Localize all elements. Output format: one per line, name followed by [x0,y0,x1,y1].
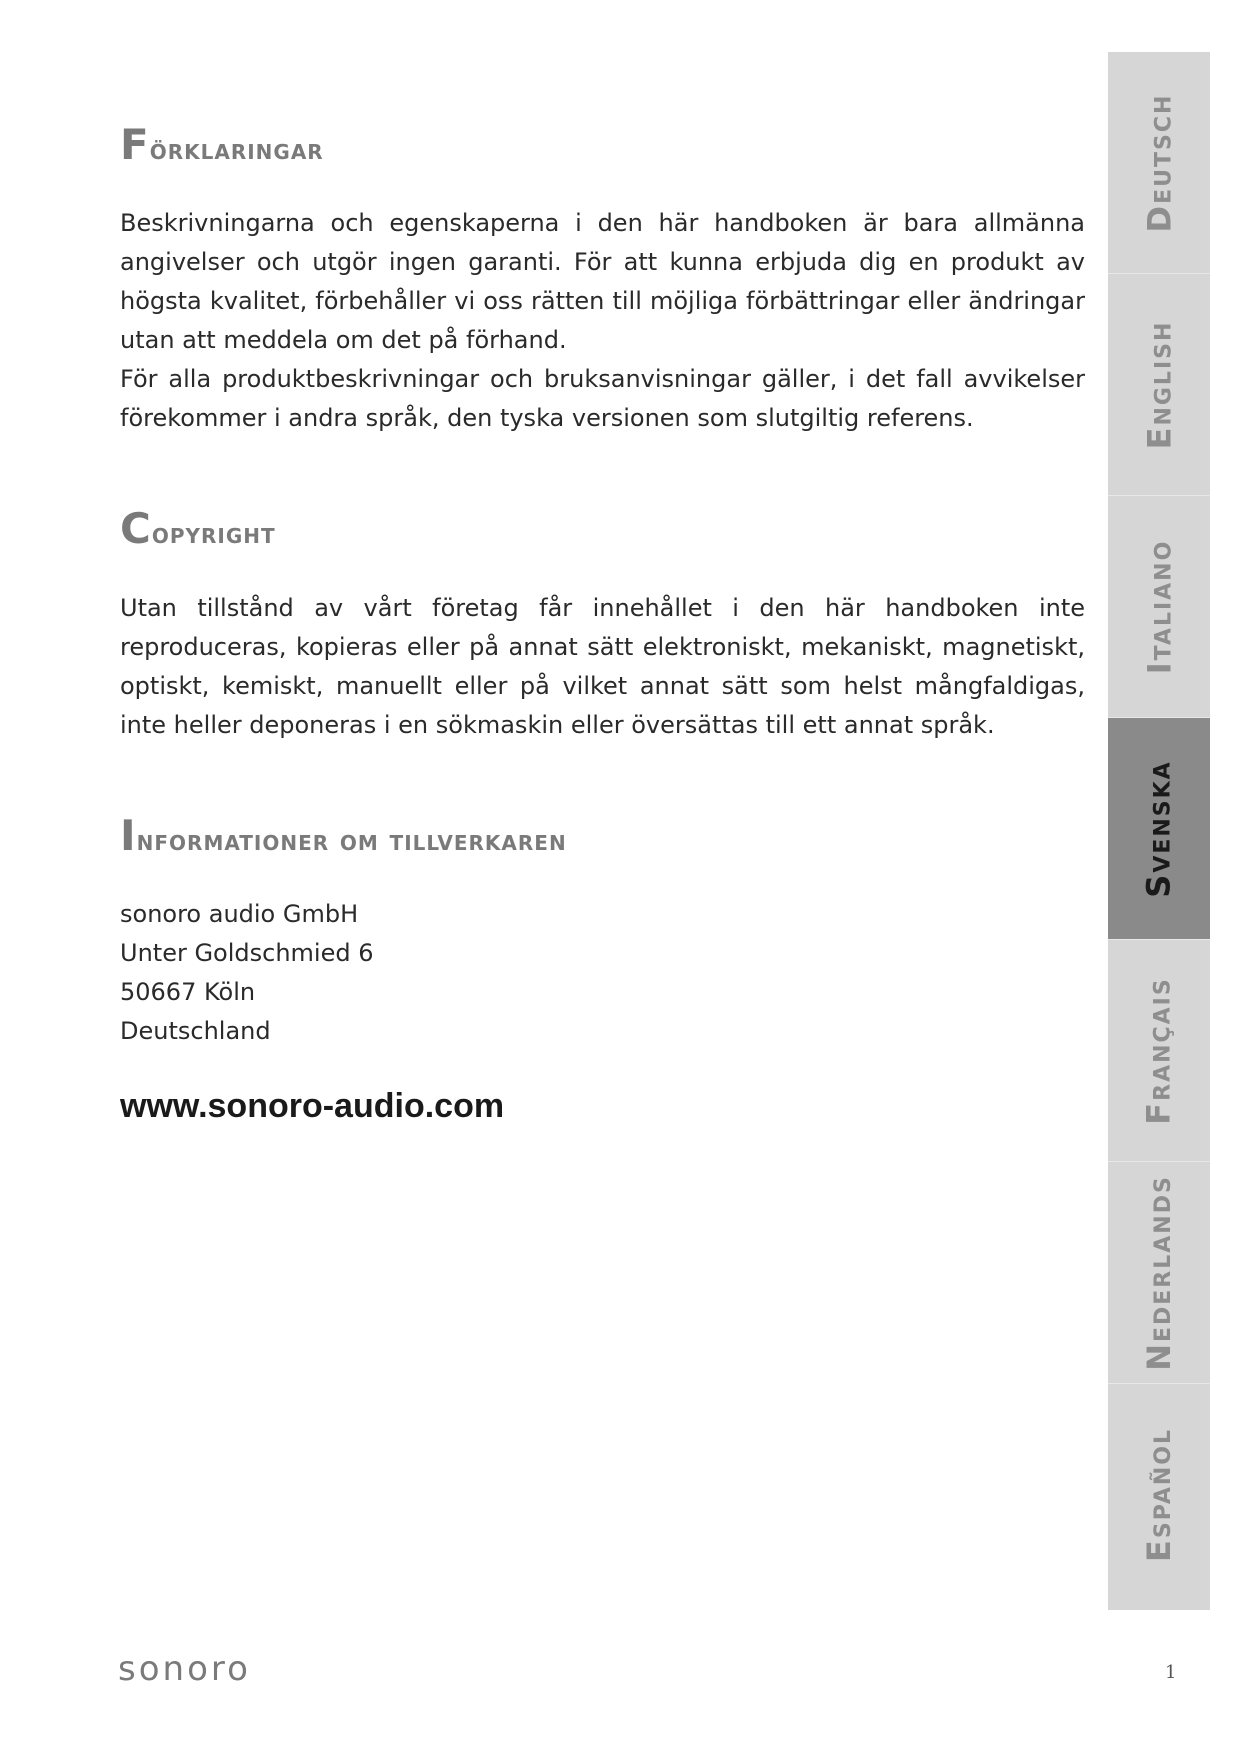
section-manufacturer [120,811,1085,1126]
tab-espanol[interactable]: Español [1140,1428,1178,1562]
tab-svenska[interactable]: Svenska [1108,718,1210,940]
section-heading: Copyright [120,504,276,554]
tab-italiano[interactable]: Italiano [1108,496,1210,718]
section-forklaringar [120,120,1085,438]
sonoro-logo [118,1650,288,1690]
page-number: 1 [1165,1662,1177,1683]
section-heading: Förklaringar [120,120,324,169]
page-content [120,120,1085,1126]
logo-text: sonoro [118,1650,251,1689]
language-sidebar [1108,52,1210,1610]
tab-deutsch[interactable]: Deutsch [1108,52,1210,274]
tab-english[interactable]: English [1108,274,1210,496]
tab-nederlands[interactable]: Nederlands [1108,1162,1210,1384]
paragraph: För alla produktbeskrivningar och bruksanvisningar gäller, i det fall avvikelser förekommer i andra språk, den tyska versionen som slutgiltig referens. [120,365,1085,433]
section-heading: Informationer om tillverkaren [120,810,567,860]
paragraph: Beskrivningarna och egenskaperna i den här handboken är bara allmänna angivelser och utgör ingen garanti. För att kunna erbjuda dig en produkt av högsta kvalitet, förbehåller vi oss rätten till möjliga förbättringar eller ändringar utan att meddela om det på förhand. [120,209,1085,355]
manufacturer-country: Deutschland [120,1017,271,1046]
website-link[interactable]: www.sonoro-audio.com [120,1087,505,1126]
paragraph: Utan tillstånd av vårt företag får innehållet i den här handboken inte reproduceras, kopieras eller på annat sätt elektroniskt, mekaniskt, magnetiskt, optiskt, kemiskt, manuellt eller på vilket annat sätt som helst mångfaldigas, inte heller deponeras i en sökmaskin eller översättas till ett annat språk. [120,593,1085,739]
manufacturer-name: sonoro audio GmbH [120,900,359,929]
section-copyright [120,504,1085,744]
manufacturer-city: 50667 Köln [120,978,256,1007]
tab-francais[interactable]: Français [1108,940,1210,1162]
manufacturer-street: Unter Goldschmied 6 [120,939,374,968]
